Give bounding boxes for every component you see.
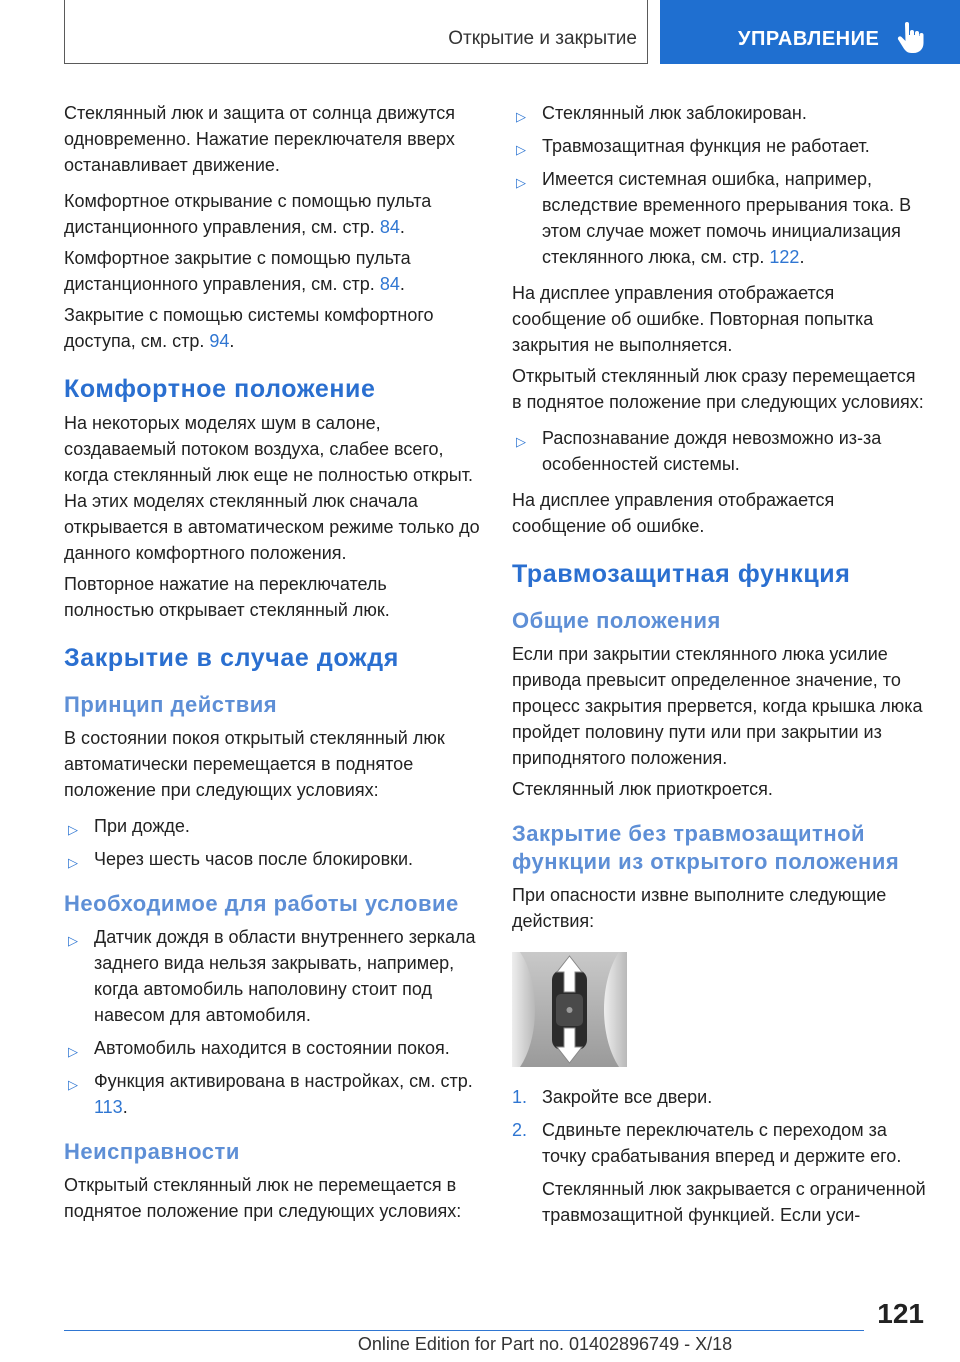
paragraph: Стеклянный люк и защита от солнца движутся одновременно. Нажатие переключателя вверх останавливает движение. xyxy=(64,103,455,175)
triangle-bullet-icon: ▷ xyxy=(68,1077,78,1092)
section-heading: Закрытие в случае дождя xyxy=(64,644,399,672)
triangle-bullet-icon: ▷ xyxy=(68,933,78,948)
paragraph: Открытый стеклянный люк сразу перемещается в поднятое положение при следующих условиях: xyxy=(512,366,924,412)
footer-edition: Online Edition for Part no. 01402896749 - X/18 xyxy=(357,1334,733,1354)
left-column xyxy=(64,100,480,1234)
bullet-list xyxy=(512,425,928,477)
header-chapter-title: УПРАВЛЕНИЕ xyxy=(738,28,880,50)
triangle-bullet-icon: ▷ xyxy=(68,855,78,870)
list-item: ▷ Автомобиль находится в состоянии покоя. xyxy=(64,1035,480,1061)
right-column xyxy=(512,100,928,1238)
bullet-list xyxy=(64,813,480,872)
paragraph: В состоянии покоя открытый стеклянный люк автоматически перемещается в поднятое положение при следующих условиях: xyxy=(64,728,445,800)
list-item: 2. Сдвиньте переключатель с переходом за точку срабатывания вперед и держите его. xyxy=(512,1120,902,1166)
page-link[interactable]: 113 xyxy=(94,1097,123,1117)
paragraph: Закрытие с помощью системы комфортного доступа, см. стр. 94. xyxy=(64,305,434,351)
list-item: ▷ Через шесть часов после блокировки. xyxy=(64,846,480,872)
list-item: ▷ Датчик дождя в области внутреннего зеркала заднего вида нельзя закрывать, например, когда автомобиль наполовину стоит под навесом для автомобиля. xyxy=(68,927,476,1025)
paragraph: На дисплее управления отображается сообщение об ошибке. Повторная попытка закрытия не выполняется. xyxy=(512,283,874,355)
bullet-list xyxy=(512,100,928,270)
header-section-box xyxy=(64,0,648,64)
paragraph: На некоторых моделях шум в салоне, создаваемый потоком воздуха, слабее всего, когда стеклянный люк еще не полностью открыт. На этих моделях стеклянный люк сначала открывается в автоматическом режиме только до данного комфортного положения. xyxy=(64,413,480,563)
subsection-heading: Принцип действия xyxy=(64,692,278,717)
list-item: ▷ Функция активирована в настройках, см. стр. 113. xyxy=(68,1071,473,1117)
paragraph: Открытый стеклянный люк не перемещается в поднятое положение при следующих условиях: xyxy=(64,1175,462,1221)
triangle-bullet-icon: ▷ xyxy=(516,109,526,124)
list-item: ▷ При дожде. xyxy=(64,813,480,839)
triangle-bullet-icon: ▷ xyxy=(516,175,526,190)
triangle-bullet-icon: ▷ xyxy=(68,1044,78,1059)
subsection-heading: Общие положения xyxy=(512,608,721,633)
page-link[interactable]: 94 xyxy=(209,331,230,351)
triangle-bullet-icon: ▷ xyxy=(516,434,526,449)
paragraph: Стеклянный люк приоткроется. xyxy=(512,779,773,799)
header-section-title: Открытие и закрытие xyxy=(448,28,637,49)
triangle-bullet-icon: ▷ xyxy=(68,822,78,837)
header-chapter-tab[interactable] xyxy=(660,0,960,64)
list-item: ▷ Травмозащитная функция не работает. xyxy=(512,133,928,159)
list-item: 1. Закройте все двери. xyxy=(512,1087,713,1107)
sunroof-switch-figure xyxy=(512,952,627,1067)
section-heading: Комфортное положение xyxy=(64,375,376,403)
paragraph: Если при закрытии стеклянного люка усилие привода превысит определенное значение, то процесс закрытия прервется, когда крышка люка пройдет половину пути или при закрытии из приподнятого положения. xyxy=(512,644,923,768)
triangle-bullet-icon: ▷ xyxy=(516,142,526,157)
subsection-heading: Закрытие без травмозащитной функции из открытого положения xyxy=(512,821,900,874)
list-item: ▷ Стеклянный люк заблокирован. xyxy=(512,100,928,126)
step-note: Стеклянный люк закрывается с ограниченной травмозащитной функцией. Если уси- xyxy=(542,1179,926,1225)
list-item: ▷ Имеется системная ошибка, например, вследствие временного прерывания тока. В этом случае может помочь инициализация стеклянного люка, см. стр. 122. xyxy=(516,169,912,267)
list-item: ▷ Распознавание дождя невозможно из-за особенностей системы. xyxy=(516,428,882,474)
paragraph: Комфортное открывание с помощью пульта дистанционного управления, см. стр. 84. xyxy=(64,191,432,237)
section-heading: Травмозащитная функция xyxy=(512,560,851,588)
page-link[interactable]: 84 xyxy=(379,217,400,237)
subsection-heading: Необходимое для работы условие xyxy=(64,891,459,916)
paragraph: Повторное нажатие на переключатель полностью открывает стеклянный люк. xyxy=(64,574,390,620)
page-link[interactable]: 84 xyxy=(379,274,400,294)
footer-divider xyxy=(64,1330,864,1331)
paragraph: На дисплее управления отображается сообщение об ошибке. xyxy=(512,490,835,536)
page-number: 121 xyxy=(877,1298,924,1329)
subsection-heading: Неисправности xyxy=(64,1139,240,1164)
numbered-list xyxy=(512,1084,928,1169)
paragraph: При опасности извне выполните следующие действия: xyxy=(512,885,887,931)
paragraph: Комфортное закрытие с помощью пульта дистанционного управления, см. стр. 84. xyxy=(64,248,411,294)
page-link[interactable]: 122 xyxy=(769,247,800,267)
bullet-list xyxy=(64,924,480,1120)
hand-pointer-icon xyxy=(896,22,924,54)
